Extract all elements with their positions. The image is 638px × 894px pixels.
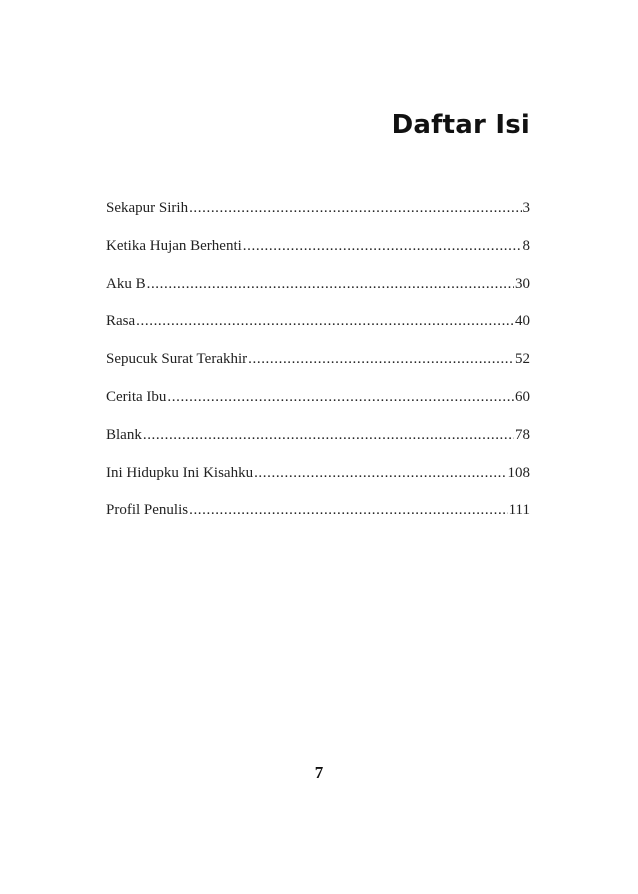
dot-leader xyxy=(248,349,514,369)
dot-leader xyxy=(143,425,514,445)
dot-leader xyxy=(243,236,522,256)
toc-entry-page: 78 xyxy=(515,426,530,443)
toc-entry-label: Aku B xyxy=(106,275,146,292)
dot-leader xyxy=(189,500,508,520)
toc-entry-page: 52 xyxy=(515,351,530,368)
dot-leader xyxy=(189,198,521,218)
toc-entry-label: Ini Hidupku Ini Kisahku xyxy=(106,464,254,481)
toc-entry-rasa[interactable] xyxy=(106,311,530,349)
toc-entry-ini-hidupku-ini-kisahku[interactable] xyxy=(106,463,530,501)
dot-leader xyxy=(167,387,514,407)
toc-entry-label: Sekapur Sirih xyxy=(106,200,189,216)
toc-entry-page: 30 xyxy=(515,275,530,292)
toc-entry-page: 60 xyxy=(515,388,530,405)
dot-leader xyxy=(136,311,514,331)
toc-entry-label: Profil Penulis xyxy=(106,502,189,519)
toc-entry-page: 8 xyxy=(522,237,530,254)
toc-entry-page: 40 xyxy=(515,313,530,330)
dot-leader xyxy=(254,463,506,483)
page-title: Daftar Isi xyxy=(391,110,530,140)
toc-entry-page: 108 xyxy=(507,464,530,481)
toc-entry-label: Cerita Ibu xyxy=(106,388,167,405)
page-number: 7 xyxy=(314,763,324,782)
toc-entry-page: 111 xyxy=(508,502,530,519)
table-of-contents xyxy=(106,198,530,538)
toc-entry-aku-b[interactable] xyxy=(106,274,530,312)
toc-entry-blank[interactable] xyxy=(106,425,530,463)
toc-entry-cerita-ibu[interactable] xyxy=(106,387,530,425)
toc-entry-sepucuk-surat-terakhir[interactable] xyxy=(106,349,530,387)
toc-entry-page: 3 xyxy=(522,200,530,216)
toc-entry-label: Ketika Hujan Berhenti xyxy=(106,237,242,254)
toc-entry-label: Sepucuk Surat Terakhir xyxy=(106,351,248,368)
toc-entry-label: Blank xyxy=(106,426,142,443)
toc-entry-sekapur-sirih[interactable] xyxy=(106,198,530,236)
toc-entry-profil-penulis[interactable] xyxy=(106,500,530,538)
toc-entry-label: Rasa xyxy=(106,313,136,330)
toc-entry-ketika-hujan-berhenti[interactable] xyxy=(106,236,530,274)
dot-leader xyxy=(147,274,514,294)
